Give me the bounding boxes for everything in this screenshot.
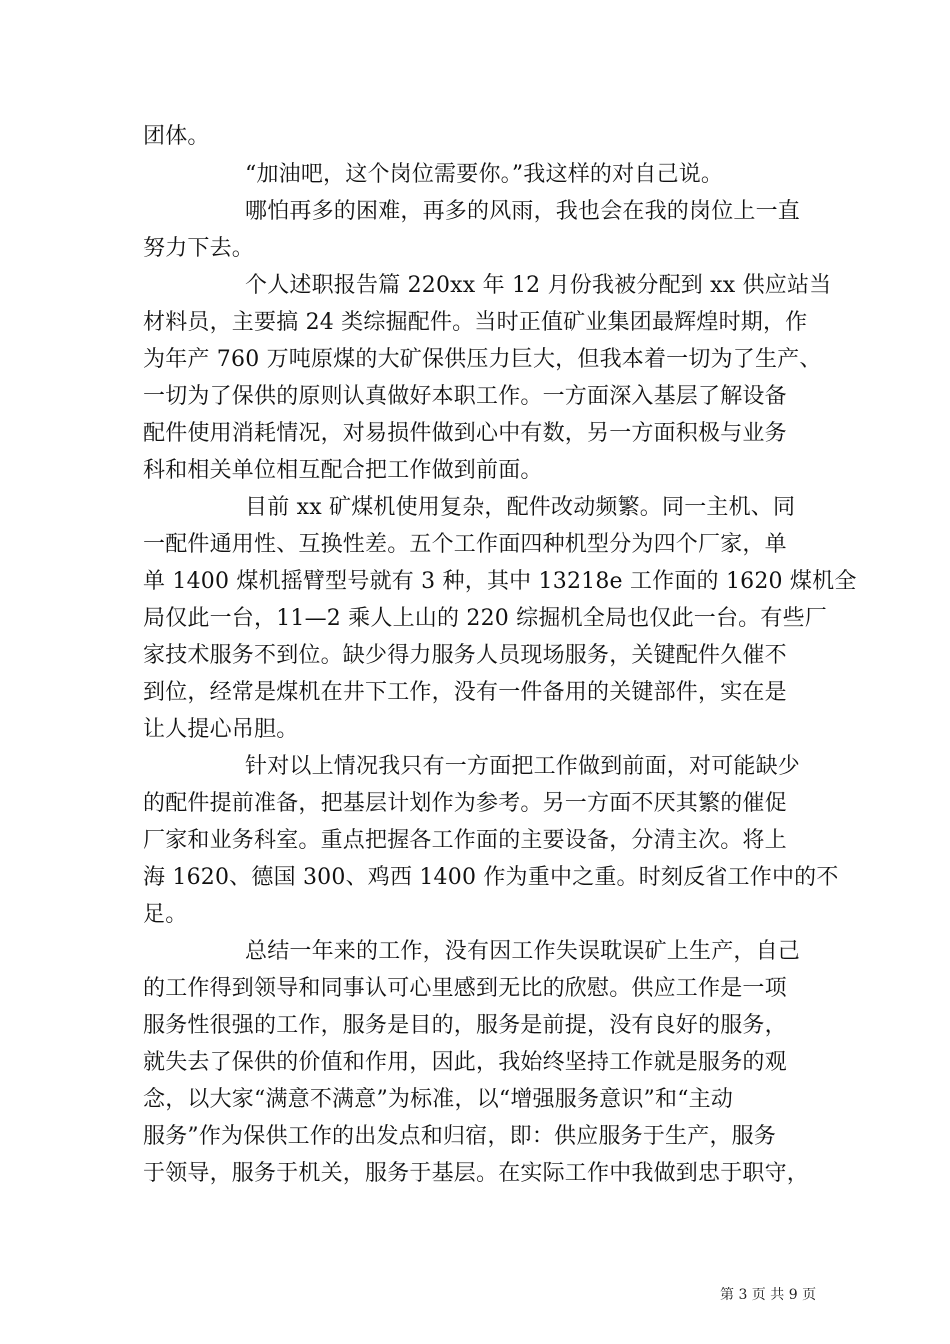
text-line: 总结一年来的工作，没有因工作失误耽误矿上生产，自己 <box>245 939 801 964</box>
text-line: 一配件通用性、互换性差。五个工作面四种机型分为四个厂家，单 <box>143 532 787 557</box>
text-line: 一切为了保供的原则认真做好本职工作。一方面深入基层了解设备 <box>143 384 787 409</box>
text-line: 个人述职报告篇 220xx 年 12 月份我被分配到 xx 供应站当 <box>245 273 832 298</box>
text-line: 到位，经常是煤机在井下工作，没有一件备用的关键部件，实在是 <box>143 680 787 705</box>
text-line: 局仅此一台，11—2 乘人上山的 220 综掘机全局也仅此一台。有些厂 <box>143 606 827 631</box>
text-line: 努力下去。 <box>143 236 255 261</box>
text-line: “加油吧，这个岗位需要你。”我这样的对自己说。 <box>245 162 724 187</box>
text-line: 针对以上情况我只有一方面把工作做到前面，对可能缺少 <box>245 754 801 779</box>
text-line: 海 1620、德国 300、鸡西 1400 作为重中之重。时刻反省工作中的不 <box>143 865 839 890</box>
text-line: 目前 xx 矿煤机使用复杂，配件改动频繁。同一主机、同 <box>245 495 796 520</box>
text-line: 的配件提前准备，把基层计划作为参考。另一方面不厌其繁的催促 <box>143 791 787 816</box>
text-line: 科和相关单位相互配合把工作做到前面。 <box>143 458 543 483</box>
page-number: 第 3 页 共 9 页 <box>720 1287 817 1303</box>
text-line: 让人提心吊胆。 <box>143 717 299 742</box>
text-line: 服务”作为保供工作的出发点和归宿，即：供应服务于生产，服务 <box>143 1124 777 1149</box>
text-line: 的工作得到领导和同事认可心里感到无比的欣慰。供应工作是一项 <box>143 976 787 1001</box>
text-line: 足。 <box>143 902 188 927</box>
text-line: 为年产 760 万吨原煤的大矿保供压力巨大，但我本着一切为了生产、 <box>143 347 822 372</box>
text-line: 哪怕再多的困难，再多的风雨，我也会在我的岗位上一直 <box>245 199 801 224</box>
text-line: 就失去了保供的价值和作用，因此，我始终坚持工作就是服务的观 <box>143 1050 787 1075</box>
text-line: 配件使用消耗情况，对易损件做到心中有数，另一方面积极与业务 <box>143 421 787 446</box>
text-line: 团体。 <box>143 124 210 149</box>
text-line: 念，以大家“满意不满意”为标准，以“增强服务意识”和“主动 <box>143 1087 734 1112</box>
text-line: 服务性很强的工作，服务是目的，服务是前提，没有良好的服务， <box>143 1013 787 1038</box>
text-line: 厂家和业务科室。重点把握各工作面的主要设备，分清主次。将上 <box>143 828 787 853</box>
text-line: 家技术服务不到位。缺少得力服务人员现场服务，关键配件久催不 <box>143 643 787 668</box>
text-line: 材料员，主要搞 24 类综掘配件。当时正值矿业集团最辉煌时期，作 <box>143 310 808 335</box>
text-line: 单 1400 煤机摇臂型号就有 3 种，其中 13218e 工作面的 1620 煤机全 <box>143 569 857 594</box>
text-line: 于领导，服务于机关，服务于基层。在实际工作中我做到忠于职守， <box>143 1161 810 1186</box>
